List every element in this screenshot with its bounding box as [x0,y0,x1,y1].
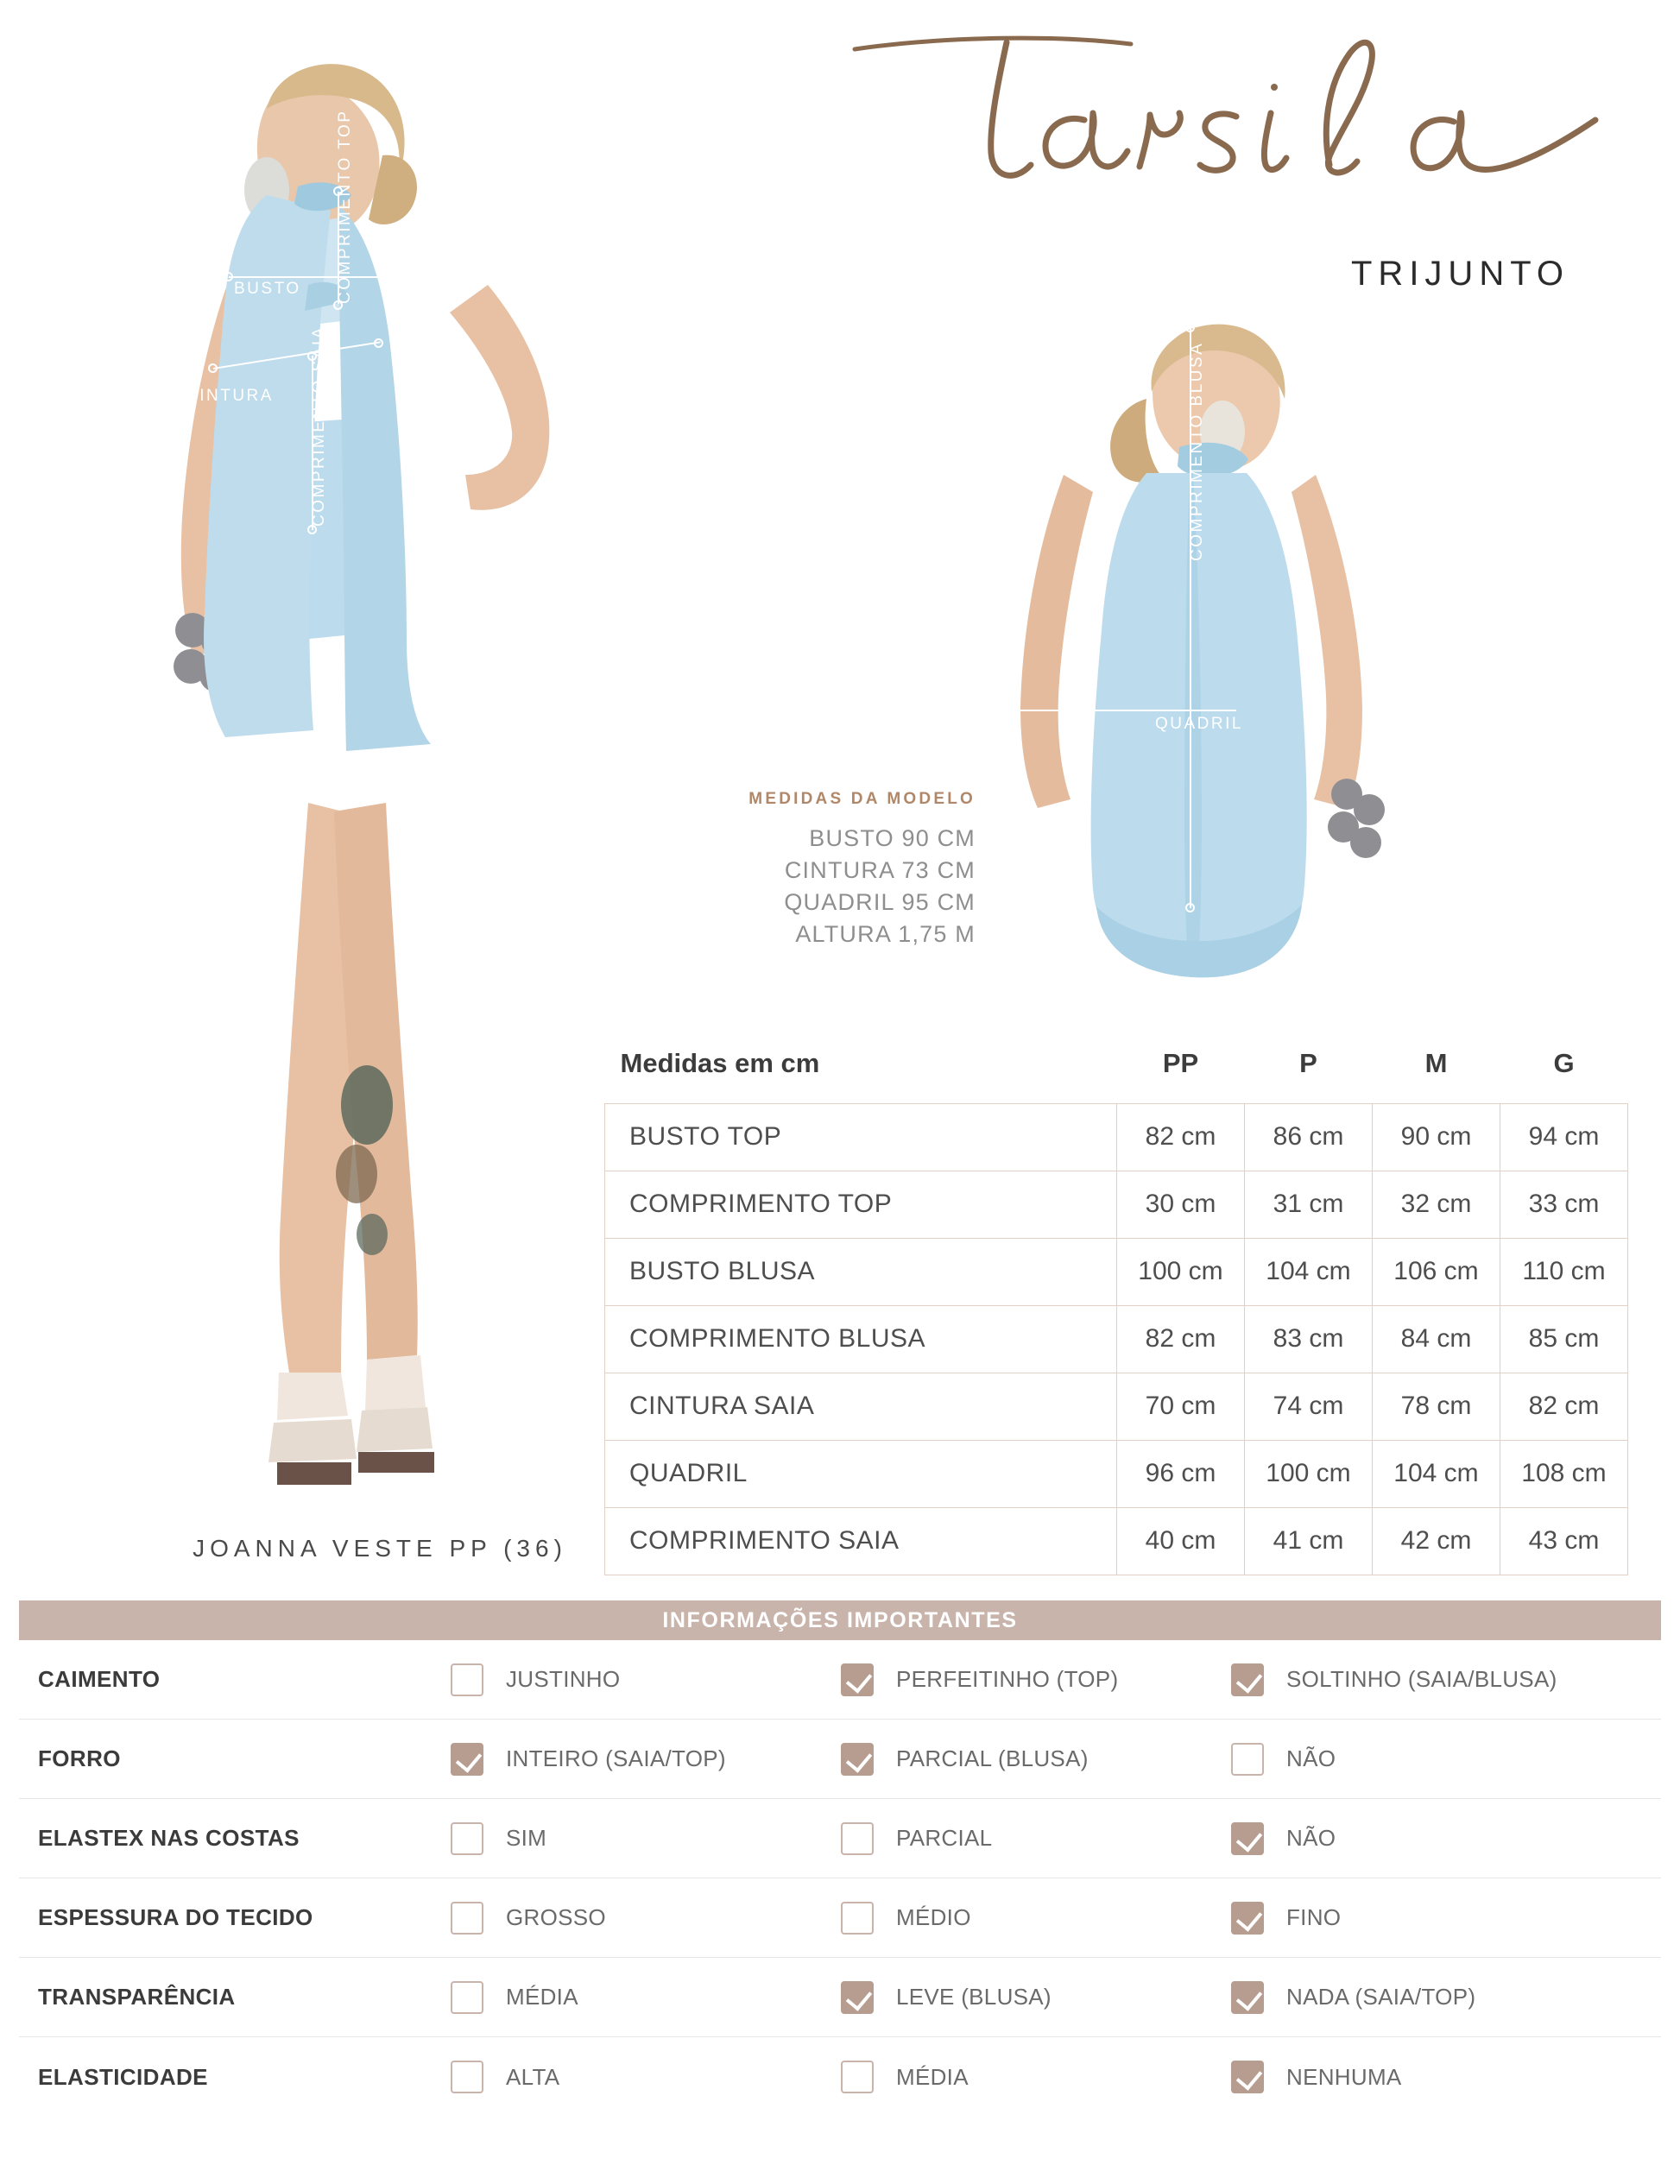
info-row-elastex [19,1799,1661,1878]
option-label: PARCIAL (BLUSA) [896,1745,1089,1771]
table-row [605,1171,1628,1238]
cell-p: 86 cm [1245,1103,1373,1171]
checkbox[interactable] [1231,1743,1264,1776]
option-label: JUSTINHO [506,1666,621,1692]
option-elasticidade-2[interactable] [841,2061,1231,2093]
cell-m: 78 cm [1373,1373,1500,1440]
checkbox[interactable] [451,2061,483,2093]
cell-pp: 82 cm [1117,1305,1245,1373]
info-row-label: ELASTEX NAS COSTAS [38,1825,300,1851]
quadril-measure-dot-left [988,705,997,715]
option-label: ALTA [506,2063,560,2090]
important-info-rows [19,1640,1661,2117]
cell-m: 104 cm [1373,1440,1500,1507]
model-measure-quadril: QUADRIL 95 CM [784,888,976,915]
table-row [605,1103,1628,1171]
brand-subtitle: TRIJUNTO [1351,255,1570,293]
quadril-label: QUADRIL [1155,715,1243,733]
option-label: NÃO [1286,1825,1336,1851]
option-label: SIM [506,1825,547,1851]
cell-g: 82 cm [1500,1373,1628,1440]
model-measure-busto: BUSTO 90 CM [809,825,976,851]
front-photo-caption: JOANNA VESTE PP (36) [193,1535,567,1562]
table-row [605,1373,1628,1440]
busto-measure-line [229,276,398,278]
model-measures-block [717,790,976,950]
cell-g: 43 cm [1500,1507,1628,1575]
option-label: PARCIAL [896,1825,993,1851]
row-label: QUADRIL [605,1440,1117,1507]
important-info-title: INFORMAÇÕES IMPORTANTES [662,1607,1018,1632]
quadril-measure-line [993,710,1236,711]
cell-g: 85 cm [1500,1305,1628,1373]
option-espessura-1[interactable] [451,1902,841,1935]
cell-pp: 96 cm [1117,1440,1245,1507]
option-espessura-3[interactable] [1231,1902,1645,1935]
cell-pp: 30 cm [1117,1171,1245,1238]
size-measurements-table [604,1036,1628,1575]
info-row-caimento [19,1640,1661,1720]
info-row-label: CAIMENTO [38,1666,161,1692]
option-elastex-2[interactable] [841,1822,1231,1855]
front-model-photo [82,26,669,1528]
checkbox[interactable] [841,1663,874,1696]
row-label: BUSTO TOP [605,1103,1117,1171]
option-transparencia-2[interactable] [841,1981,1231,2014]
row-label: BUSTO BLUSA [605,1238,1117,1305]
checkbox[interactable] [841,1902,874,1935]
model-measure-altura: ALTURA 1,75 M [795,920,976,947]
size-table-header-label: Medidas em cm [620,1047,820,1078]
size-table-header-pp: PP [1162,1047,1199,1078]
checkbox[interactable] [451,1981,483,2014]
table-row [605,1440,1628,1507]
checkbox[interactable] [1231,1822,1264,1855]
option-label: MÉDIO [896,1904,971,1930]
option-label: MÉDIA [896,2063,969,2090]
info-row-elasticidade [19,2037,1661,2117]
checkbox[interactable] [451,1743,483,1776]
option-elastex-3[interactable] [1231,1822,1645,1855]
info-row-espessura [19,1878,1661,1958]
option-caimento-3[interactable] [1231,1663,1645,1696]
cintura-measure-dot-right [374,338,383,348]
checkbox[interactable] [451,1902,483,1935]
option-label: INTEIRO (SAIA/TOP) [506,1745,726,1771]
size-table-header-m: M [1424,1047,1448,1078]
size-table-header-g: G [1553,1047,1575,1078]
cell-g: 33 cm [1500,1171,1628,1238]
option-label: LEVE (BLUSA) [896,1984,1052,2010]
cell-m: 90 cm [1373,1103,1500,1171]
option-label: MÉDIA [506,1984,578,2010]
checkbox[interactable] [841,1981,874,2014]
busto-label: BUSTO [234,280,301,298]
table-row [605,1238,1628,1305]
option-label: GROSSO [506,1904,606,1930]
important-info-banner [19,1600,1661,1640]
busto-measure-dot-left [224,272,233,281]
cell-pp: 100 cm [1117,1238,1245,1305]
comprimento-top-label: COMPRIMENTO TOP [336,109,354,304]
cell-pp: 82 cm [1117,1103,1245,1171]
checkbox[interactable] [1231,2061,1264,2093]
cell-m: 84 cm [1373,1305,1500,1373]
comprimento-blusa-dot-bottom [1185,903,1195,912]
option-label: PERFEITINHO (TOP) [896,1666,1119,1692]
model-measures-title: MEDIDAS DA MODELO [748,790,976,808]
model-measure-cintura: CINTURA 73 CM [784,856,976,883]
size-table-header-p: P [1299,1047,1317,1078]
cintura-label: CINTURA [186,387,274,405]
cell-p: 83 cm [1245,1305,1373,1373]
comprimento-blusa-dot-top [1185,323,1195,332]
option-transparencia-3[interactable] [1231,1981,1645,2014]
info-row-label: ESPESSURA DO TECIDO [38,1904,313,1930]
checkbox[interactable] [841,1743,874,1776]
cell-p: 104 cm [1245,1238,1373,1305]
comprimento-blusa-label: COMPRIMENTO BLUSA [1188,341,1206,561]
row-label: COMPRIMENTO SAIA [605,1507,1117,1575]
cell-g: 94 cm [1500,1103,1628,1171]
option-label: NENHUMA [1286,2063,1402,2090]
size-table-header-row [605,1036,1628,1103]
checkbox[interactable] [841,2061,874,2093]
checkbox[interactable] [451,1822,483,1855]
cell-pp: 40 cm [1117,1507,1245,1575]
table-row [605,1507,1628,1575]
row-label: CINTURA SAIA [605,1373,1117,1440]
cell-pp: 70 cm [1117,1373,1245,1440]
checkbox[interactable] [1231,1981,1264,2014]
cell-p: 31 cm [1245,1171,1373,1238]
busto-measure-dot-right [393,272,402,281]
cell-g: 108 cm [1500,1440,1628,1507]
checkbox[interactable] [451,1663,483,1696]
option-elastex-1[interactable] [451,1822,841,1855]
cell-p: 41 cm [1245,1507,1373,1575]
cell-p: 100 cm [1245,1440,1373,1507]
row-label: COMPRIMENTO BLUSA [605,1305,1117,1373]
comprimento-saia-label: COMPRIMENTO SAIA [310,325,328,527]
option-label: NADA (SAIA/TOP) [1286,1984,1476,2010]
cell-m: 42 cm [1373,1507,1500,1575]
row-label: COMPRIMENTO TOP [605,1171,1117,1238]
info-row-forro [19,1720,1661,1799]
back-model-photo [967,302,1416,1062]
cell-p: 74 cm [1245,1373,1373,1440]
option-label: SOLTINHO (SAIA/BLUSA) [1286,1666,1557,1692]
brand-logo [846,30,1606,211]
cell-g: 110 cm [1500,1238,1628,1305]
checkbox[interactable] [1231,1902,1264,1935]
option-elasticidade-1[interactable] [451,2061,841,2093]
cintura-measure-dot-left [208,363,218,373]
table-row [605,1305,1628,1373]
option-caimento-1[interactable] [451,1663,841,1696]
option-transparencia-1[interactable] [451,1981,841,2014]
option-forro-2[interactable] [841,1743,1231,1776]
cell-m: 106 cm [1373,1238,1500,1305]
option-label: NÃO [1286,1745,1336,1771]
option-espessura-2[interactable] [841,1902,1231,1935]
info-row-label: ELASTICIDADE [38,2063,208,2090]
info-row-label: FORRO [38,1745,121,1771]
option-forro-1[interactable] [451,1743,841,1776]
option-label: FINO [1286,1904,1342,1930]
cell-m: 32 cm [1373,1171,1500,1238]
info-row-transparencia [19,1958,1661,2037]
checkbox[interactable] [841,1822,874,1855]
option-forro-3[interactable] [1231,1743,1645,1776]
info-row-label: TRANSPARÊNCIA [38,1984,236,2010]
option-elasticidade-3[interactable] [1231,2061,1645,2093]
checkbox[interactable] [1231,1663,1264,1696]
option-caimento-2[interactable] [841,1663,1231,1696]
